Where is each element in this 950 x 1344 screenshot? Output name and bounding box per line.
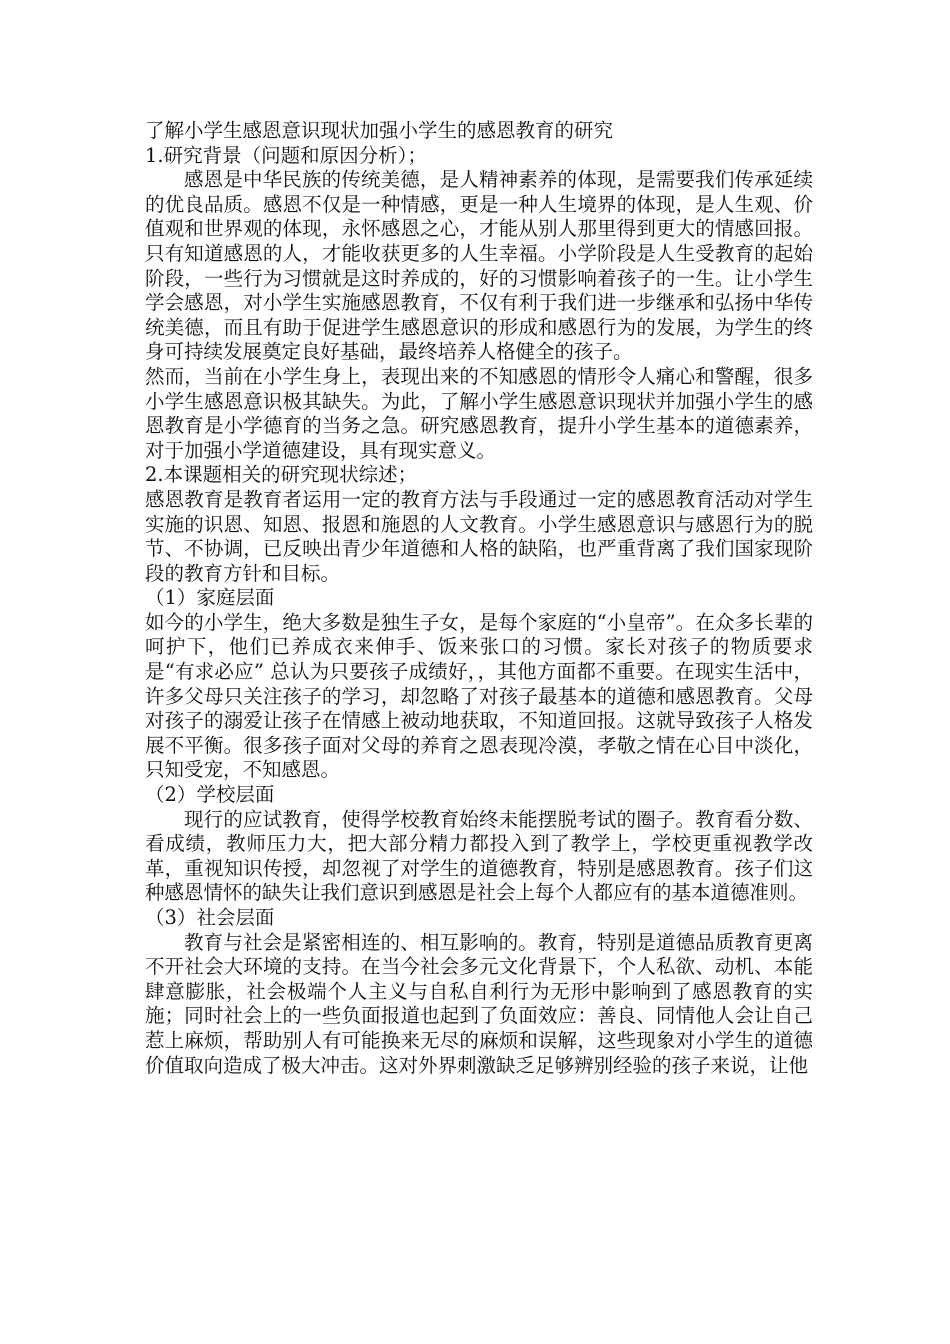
paragraph-background-2: 然而，当前在小学生身上，表现出来的不知感恩的情形令人痛心和警醒，很多小学生感恩意识极其缺失。为此，了解小学生感恩意识现状并加强小学生的感恩教育是小学德育的当务之急。研究感恩教育，提升小学生基本的道德素养，对于加强小学道德建设，具有现实意义。 — [145, 364, 813, 462]
subheading-family: （1）家庭层面 — [145, 586, 275, 610]
document-title: 了解小学生感恩意识现状加强小学生的感恩教育的研究 — [145, 119, 614, 142]
section-heading-research-background: 1.研究背景（问题和原因分析）； — [145, 143, 427, 167]
paragraph-background-1: 感恩是中华民族的传统美德，是人精神素养的体现，是需要我们传承延续的优良品质。感恩不仅是一种情感，更是一种人生境界的体现，是人生观、价值观和世界观的体现，永怀感恩之心，才能从别人那里得到更大的情感回报。只有知道感恩的人，才能收获更多的人生幸福。小学阶段是人生受教育的起始阶段，一些行为习惯就是这时养成的，好的习惯影响着孩子的一生。让小学生学会感恩，对小学生实施感恩教育，不仅有利于我们进一步继承和弘扬中华传统美德，而且有助于促进学生感恩意识的形成和感恩行为的发展，为学生的终身可持续发展奠定良好基础，最终培养人格健全的孩子。 — [145, 168, 813, 364]
subheading-society: （3）社会层面 — [145, 906, 275, 929]
subheading-school: （2）学校层面 — [145, 783, 275, 807]
paragraph-school: 现行的应试教育，使得学校教育始终未能摆脱考试的圈子。教育看分数、看成绩，教师压力大，把大部分精力都投入到了教学上，学校更重视教学改革，重视知识传授，却忽视了对学生的道德教育，特别是感恩教育。孩子们这种感恩情怀的缺失让我们意识到感恩是社会上每个人都应有的基本道德准则。 — [145, 807, 813, 905]
paragraph-society: 教育与社会是紧密相连的、相互影响的。教育，特别是道德品质教育更离不开社会大环境的支持。在当今社会多元文化背景下，个人私欲、动机、本能肆意膨胀，社会极端个人主义与自私自利行为无形中影响到了感恩教育的实施；同时社会上的一些负面报道也起到了负面效应：善良、同情他人会让自己惹上麻烦，帮助别人有可能换来无尽的麻烦和误解，这些现象对小学生的道德价值取向造成了极大冲击。这对外界刺激缺乏足够辨别经验的孩子来说，让他 — [145, 930, 813, 1077]
section-heading-research-status: 2.本课题相关的研究现状综述； — [145, 463, 418, 487]
paragraph-status-1: 感恩教育是教育者运用一定的教育方法与手段通过一定的感恩教育活动对学生实施的识恩、知恩、报恩和施恩的人文教育。小学生感恩意识与感恩行为的脱节、不协调，已反映出青少年道德和人格的缺陷，也严重背离了我们国家现阶段的教育方针和目标。 — [145, 487, 813, 585]
document-page — [145, 119, 813, 1078]
paragraph-family: 如今的小学生，绝大多数是独生子女，是每个家庭的“小皇帝”。在众多长辈的呵护下，他们已养成衣来伸手、饭来张口的习惯。家长对孩子的物质要求是“有求必应” 总认为只要孩子成绩好，，其他方面都不重要。在现实生活中，许多父母只关注孩子的学习，却忽略了对孩子最基本的道德和感恩教育。父母对孩子的溺爱让孩子在情感上被动地获取，不知道回报。这就导致孩子人格发展不平衡。很多孩子面对父母的养育之恩表现冷漠，孝敬之情在心目中淡化，只知受宠，不知感恩。 — [145, 610, 813, 782]
